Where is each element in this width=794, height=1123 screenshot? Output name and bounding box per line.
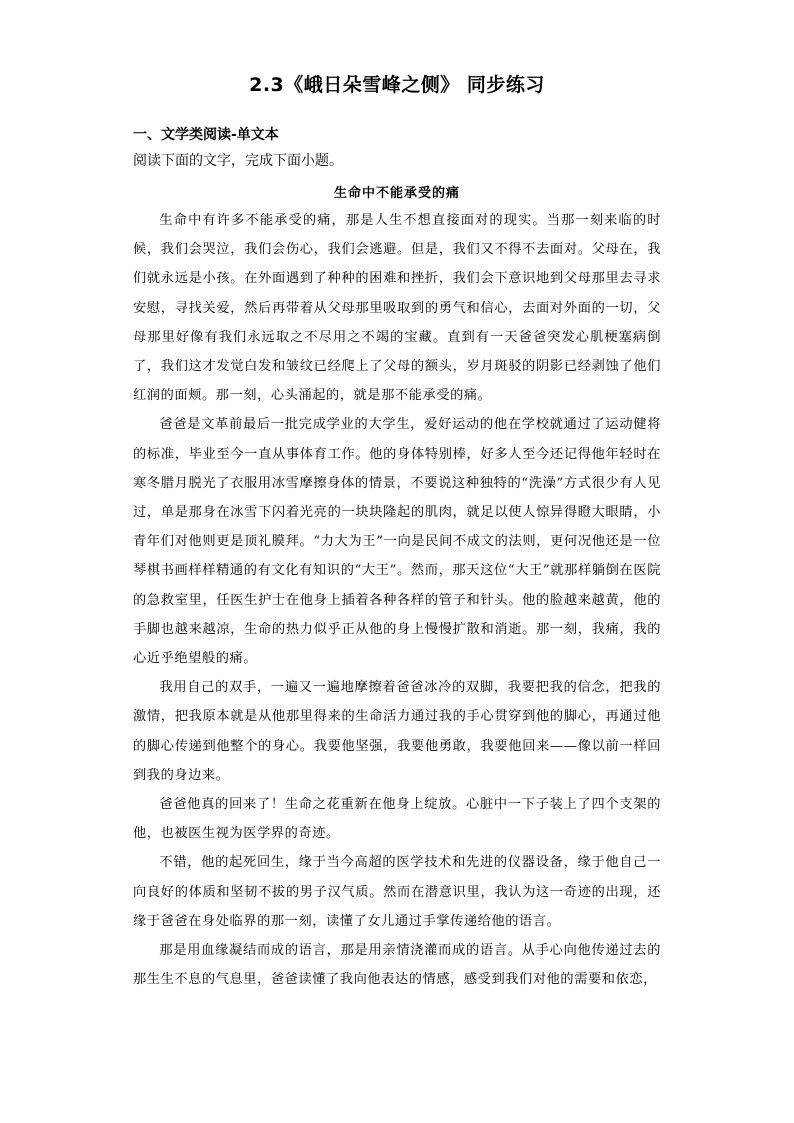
article-paragraph: 不错，他的起死回生，缘于当今高超的医学技术和先进的仪器设备，缘于他自己一向良好的体质和坚韧不拔的男子汉气质。然而在潜意识里，我认为这一奇迹的出现，还缘于爸爸在身处临界的那一刻，读懂了女儿通过手掌传递给他的语言。: [133, 855, 661, 929]
article-paragraph: 生命中有许多不能承受的痛，那是人生不想直接面对的现实。当那一刻来临的时候，我们会哭泣，我们会伤心，我们会逃避。但是，我们又不得不去面对。父母在，我们就永远是小孩。在外面遇到了种种的困难和挫折，我们会下意识地到父母那里去寻求安慰，寻找关爱，然后再带着从父母那里吸取到的勇气和信心，去面对外面的一切，父母那里好像有我们永远取之不尽用之不竭的宝藏。直到有一天爸爸突发心肌梗塞病倒了，我们这才发觉白发和皱纹已经爬上了父母的额头，岁月斑驳的阴影已经剥蚀了他们红润的面颊。那一刻，心头涌起的，就是那不能承受的痛。: [133, 213, 661, 404]
article-paragraph: 爸爸是文革前最后一批完成学业的大学生，爱好运动的他在学校就通过了运动健将的标准，毕业至今一直从事体育工作。他的身体特别棒，好多人至今还记得他年轻时在寒冬腊月脱光了衣服用冰雪摩擦身体的情景，不要说这种独特的“洗澡”方式很少有人见过，单是那身在冰雪下闪着光亮的一块块隆起的肌肉，就足以使人惊异得瞪大眼睛，小青年们对他则更是顶礼膜拜。“力大为王”一向是民间不成文的法则，更何况他还是一位琴棋书画样样精通的有文化有知识的“大王”。然而，那天这位“大王”就那样躺倒在医院的急救室里，任医生护士在他身上插着各种各样的管子和针头。他的脸越来越黄，他的手脚也越来越凉，生命的热力似乎正从他的身上慢慢扩散和消逝。那一刻，我痛，我的心近乎绝望般的痛。: [133, 417, 661, 667]
article-paragraph: 那是用血缘凝结而成的语言，那是用亲情浇灌而成的语言。从手心向他传递过去的那生生不息的气息里，爸爸读懂了我向他表达的情感，感受到我们对他的需要和依恋，: [133, 943, 661, 988]
page-title: 2.3《峨日朵雪峰之侧》 同步练习: [249, 74, 545, 96]
article-title: 生命中不能承受的痛: [333, 186, 460, 201]
article-paragraph: 我用自己的双手，一遍又一遍地摩擦着爸爸冰冷的双脚，我要把我的信念，把我的激情，把我原本就是从他那里得来的生命活力通过我的手心贯穿到他的脚心，再通过他的脚心传递到他整个的身心。我要他坚强，我要他勇敢，我要他回来——像以前一样回到我的身边来。: [133, 680, 661, 783]
section-heading: 一、文学类阅读-单文本: [133, 127, 279, 143]
article-body: [133, 206, 661, 994]
reading-instruction: 阅读下面的文字，完成下面小题。: [133, 153, 343, 169]
article-paragraph: 爸爸他真的回来了！生命之花重新在他身上绽放。心脏中一下子装上了四个支架的他，也被医生视为医学界的奇迹。: [133, 797, 661, 842]
